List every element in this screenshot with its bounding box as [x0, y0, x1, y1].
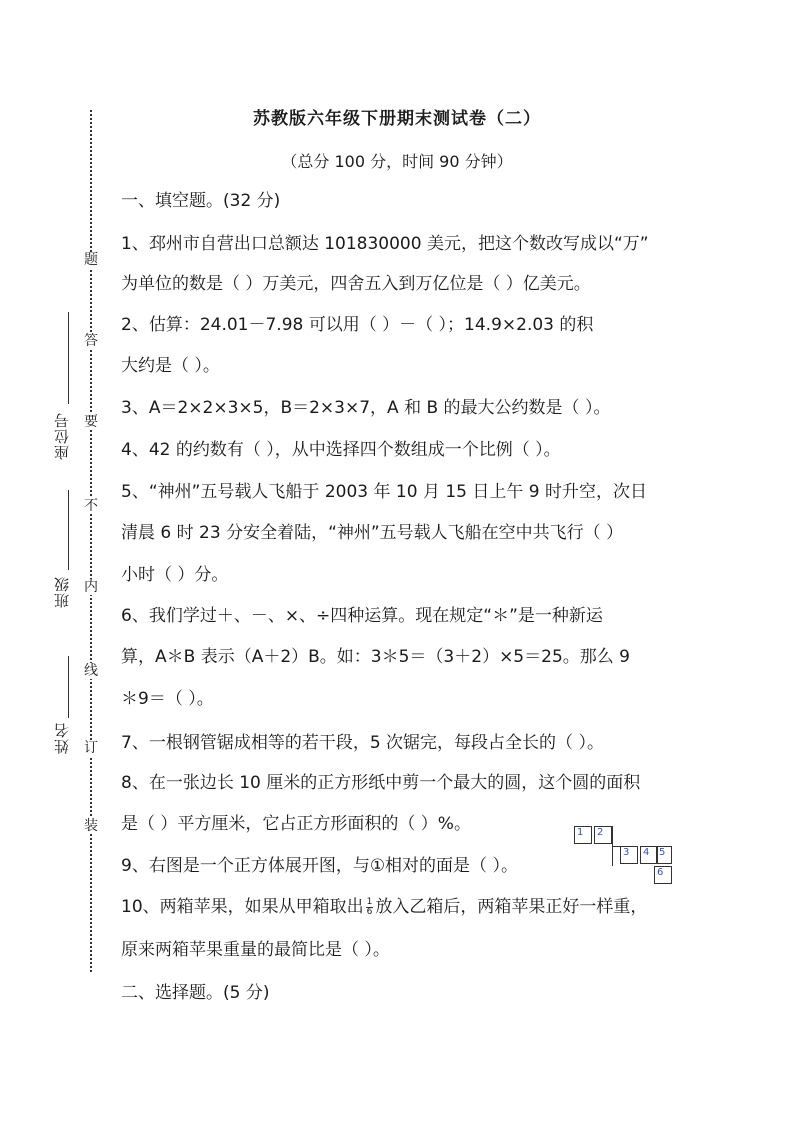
question-5-line-1: 5、“神州”五号载人飞船于 2003 年 10 月 15 日上午 9 时升空，次日	[121, 482, 648, 502]
binding-dotted-line	[90, 110, 92, 972]
section-choice-title: 二、选择题。(5 分)	[121, 983, 270, 1003]
question-1-line-1: 1、邳州市自营出口总额达 101830000 美元，把这个数改写成以“万”	[121, 234, 649, 254]
question-5-line-2: 清晨 6 时 23 分安全着陆，“神州”五号载人飞船在空中共飞行（ ）	[121, 523, 624, 543]
question-3: 3、A＝2×2×3×5，B＝2×3×7，A 和 B 的最大公约数是（ ）。	[121, 398, 611, 418]
net-connector	[612, 826, 613, 846]
binding-char: 订	[84, 740, 98, 756]
page-title: 苏教版六年级下册期末测试卷（二）	[253, 109, 541, 129]
question-10-text-a: 10、两箱苹果，如果从甲箱取出	[121, 897, 364, 917]
binding-char: 线	[84, 663, 98, 679]
cube-face-3: 3	[620, 846, 638, 864]
question-10-line-1	[121, 896, 647, 918]
question-4: 4、42 的约数有（ ），从中选择四个数组成一个比例（ ）。	[121, 440, 561, 460]
binding-char: 要	[84, 414, 98, 430]
binding-char: 内	[84, 579, 98, 595]
cube-net-figure	[574, 826, 672, 886]
seat-number-label: 座位号	[53, 412, 71, 460]
question-1-line-2: 为单位的数是（ ）万美元，四舍五入到万亿位是（ ）亿美元。	[121, 274, 591, 294]
cube-face-2: 2	[594, 826, 612, 844]
question-6-line-2: 算，A＊B 表示（A＋2）B。如：3＊5＝（3＋2）×5＝25。那么 9	[121, 647, 630, 667]
cube-face-4: 4	[640, 846, 658, 864]
question-9: 9、右图是一个正方体展开图，与①相对的面是（ ）。	[121, 856, 518, 876]
section-fill-title: 一、填空题。(32 分)	[121, 191, 281, 211]
binding-char: 不	[84, 498, 98, 514]
name-blank[interactable]	[68, 656, 69, 718]
name-label: 姓名	[53, 722, 71, 754]
fraction-numerator: 1	[366, 896, 373, 907]
question-10-line-2: 原来两箱苹果重量的最简比是（ ）。	[121, 940, 390, 960]
question-2-line-2: 大约是（ ）。	[121, 356, 220, 376]
cube-face-5: 5	[656, 846, 672, 864]
cube-face-1: 1	[574, 826, 592, 844]
net-connector	[612, 846, 620, 847]
seat-number-blank[interactable]	[68, 312, 69, 404]
class-label: 班级	[53, 576, 71, 608]
fraction-one-sixth	[366, 898, 374, 917]
question-6-line-1: 6、我们学过＋、－、×、÷四种运算。现在规定“＊”是一种新运	[121, 606, 603, 626]
net-connector	[612, 846, 613, 866]
binding-char: 题	[84, 252, 98, 268]
question-5-line-3: 小时（ ）分。	[121, 565, 229, 585]
question-8-line-2: 是（ ）平方厘米，它占正方形面积的（ ）%。	[121, 814, 471, 834]
question-8-line-1: 8、在一张边长 10 厘米的正方形纸中剪一个最大的圆，这个圆的面积	[121, 773, 641, 793]
question-2-line-1: 2、估算：24.01－7.98 可以用（ ）－（ ）；14.9×2.03 的积	[121, 315, 594, 335]
question-7: 7、一根钢管锯成相等的若干段，5 次锯完，每段占全长的（ ）。	[121, 733, 604, 753]
page-subtitle: （总分 100 分，时间 90 分钟）	[281, 152, 513, 171]
binding-char: 装	[84, 818, 98, 834]
cube-face-6: 6	[654, 866, 672, 884]
fraction-denominator: 6	[366, 906, 373, 917]
question-6-line-3: ＊9＝（ ）。	[121, 689, 214, 709]
question-10-text-b: 放入乙箱后，两箱苹果正好一样重，	[375, 897, 648, 917]
binding-char: 答	[84, 333, 98, 349]
class-blank[interactable]	[68, 490, 69, 570]
